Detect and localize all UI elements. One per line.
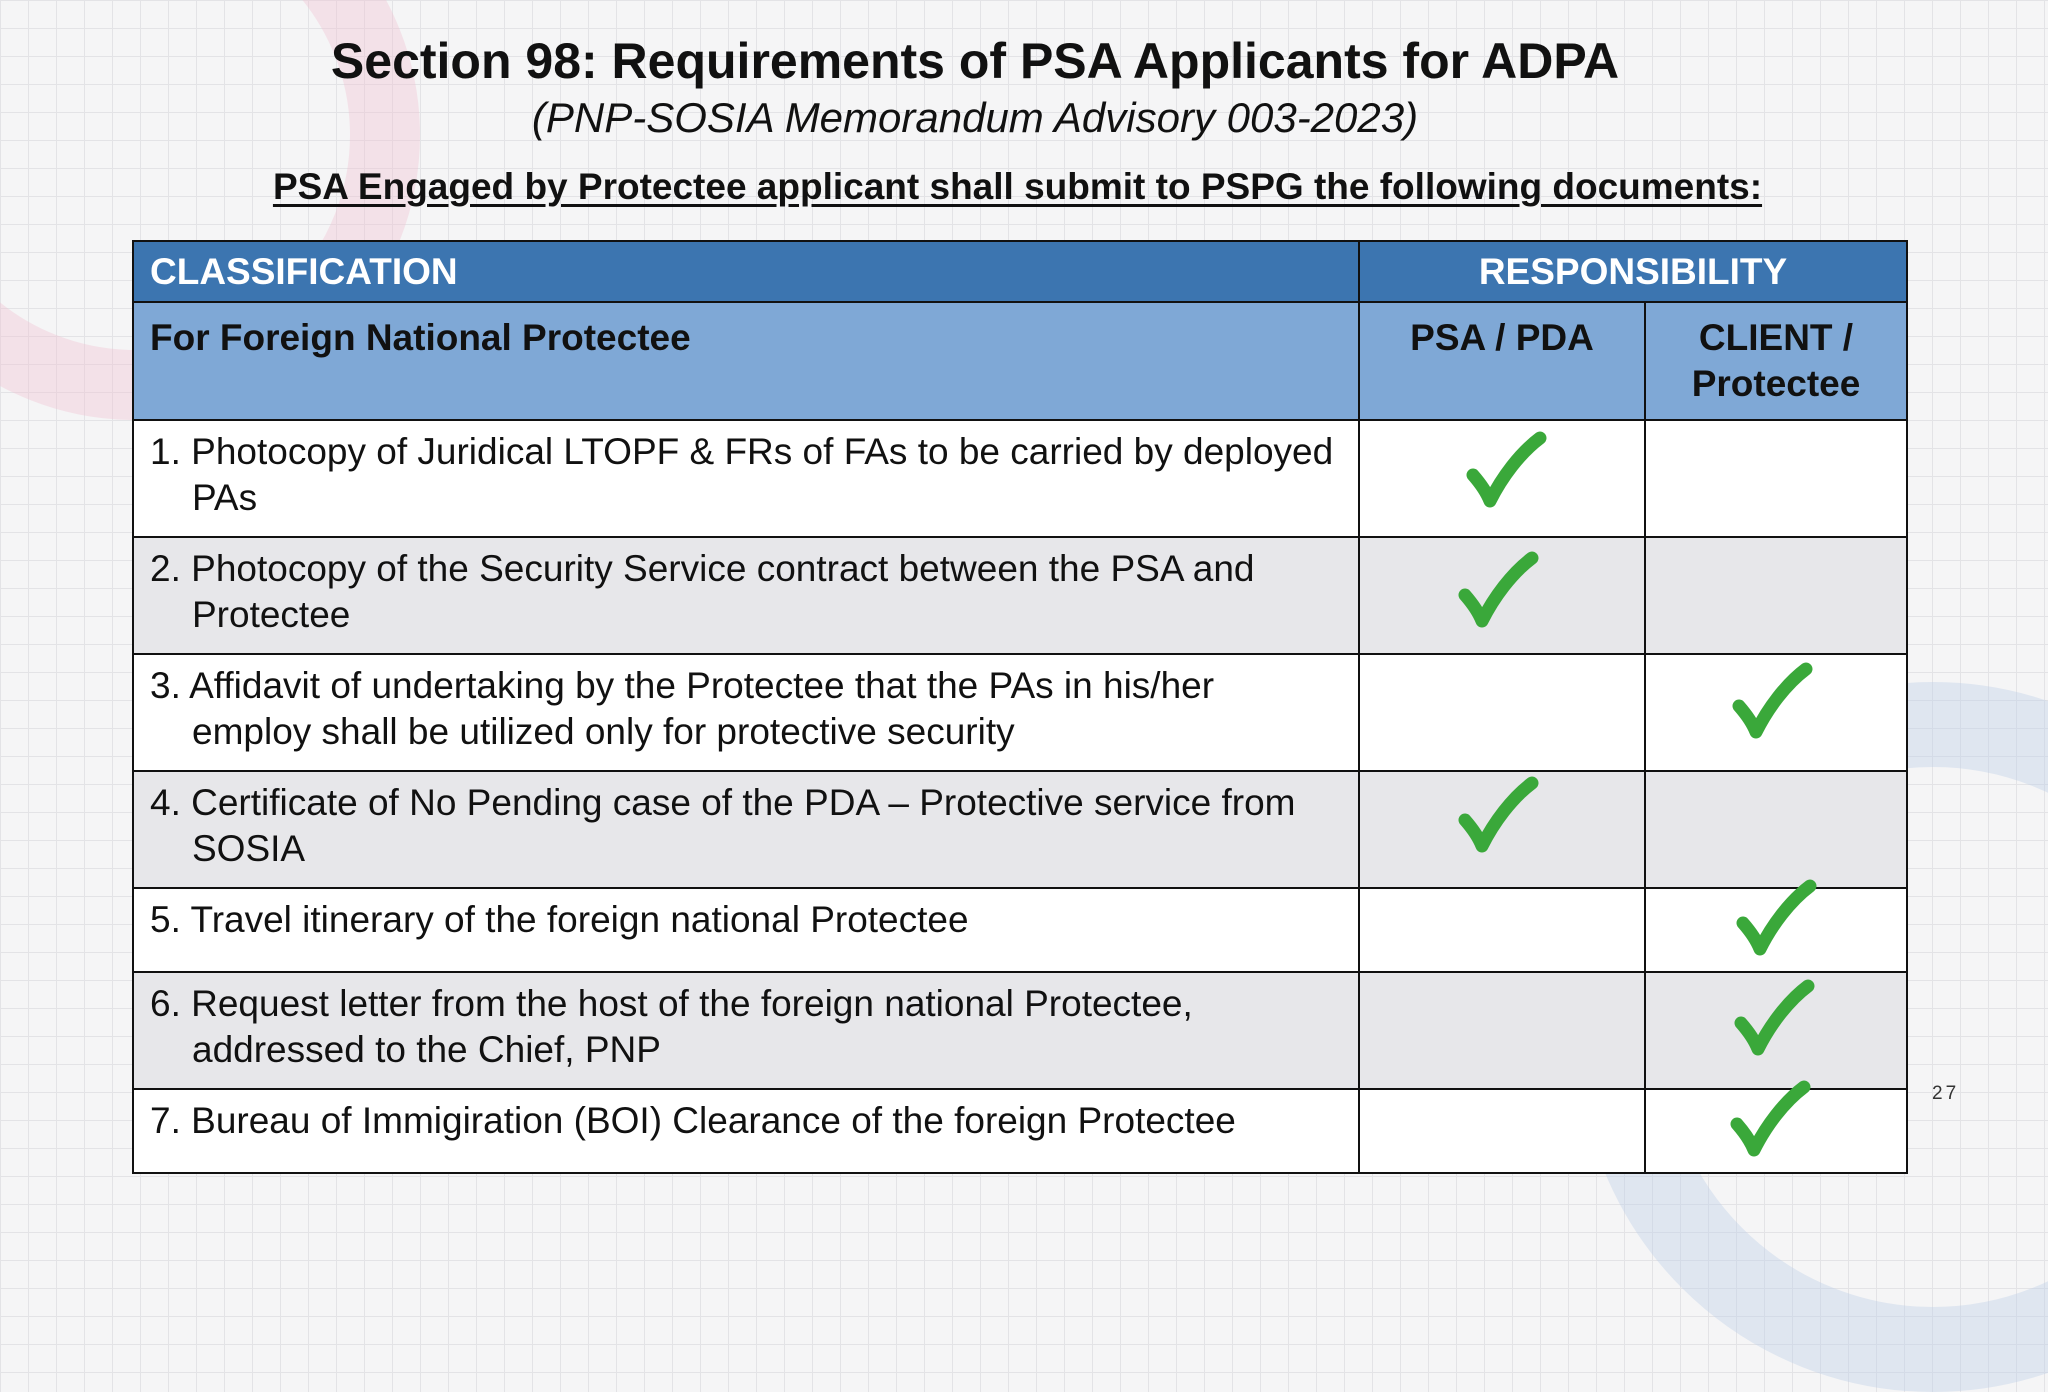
slide-subtitle: (PNP-SOSIA Memorandum Advisory 003-2023) (531, 94, 1419, 141)
client-protectee-cell (1645, 654, 1907, 771)
client-protectee-cell (1645, 888, 1907, 972)
table-row (133, 972, 1907, 1089)
table-row (133, 420, 1907, 537)
requirement-cell (133, 771, 1359, 888)
requirements-table (132, 240, 1908, 1174)
requirement-text: 1. Photocopy of Juridical LTOPF & FRs of FAs to be carried by deployed PAs (150, 431, 1334, 518)
requirement-cell (133, 972, 1359, 1089)
requirements-rows (133, 420, 1907, 1173)
requirement-cell (133, 1089, 1359, 1173)
requirement-text: 5. Travel itinerary of the foreign national Protectee (150, 899, 969, 940)
table-row (133, 771, 1907, 888)
psa-pda-cell (1359, 888, 1645, 972)
psa-pda-cell (1359, 1089, 1645, 1173)
classification-header: CLASSIFICATION (133, 241, 1359, 302)
table-header-row (133, 241, 1907, 302)
requirement-text: 4. Certificate of No Pending case of the PDA – Protective service from SOSIA (150, 782, 1296, 869)
table-row (133, 654, 1907, 771)
table-row (133, 537, 1907, 654)
requirement-text: 7. Bureau of Immigiration (BOI) Clearance of the foreign Protectee (150, 1100, 1236, 1141)
table-row (133, 1089, 1907, 1173)
psa-pda-cell (1359, 654, 1645, 771)
checkmark-icon (1456, 551, 1540, 631)
psa-pda-cell (1359, 537, 1645, 654)
client-protectee-column-header: CLIENT / Protectee (1645, 302, 1907, 420)
psa-pda-column-header: PSA / PDA (1359, 302, 1645, 420)
slide-heading: PSA Engaged by Protectee applicant shall submit to PSPG the following documents: (272, 166, 1763, 207)
checkmark-icon (1456, 776, 1540, 856)
page-number: 27 (1932, 1083, 1960, 1104)
requirement-cell (133, 654, 1359, 771)
client-protectee-cell (1645, 771, 1907, 888)
checkmark-icon (1734, 879, 1818, 959)
psa-pda-cell (1359, 972, 1645, 1089)
requirement-cell (133, 537, 1359, 654)
requirement-cell (133, 420, 1359, 537)
table-row (133, 888, 1907, 972)
checkmark-icon (1732, 979, 1816, 1059)
client-protectee-cell (1645, 537, 1907, 654)
client-protectee-cell (1645, 1089, 1907, 1173)
requirement-text: 3. Affidavit of undertaking by the Protectee that the PAs in his/her employ shall be utilized only for protective security (150, 665, 1215, 752)
checkmark-icon (1728, 1080, 1812, 1160)
client-protectee-cell (1645, 972, 1907, 1089)
requirement-text: 6. Request letter from the host of the foreign national Protectee, addressed to the Chief, PNP (150, 983, 1193, 1070)
slide-title: Section 98: Requirements of PSA Applicants for ADPA (330, 33, 1620, 89)
checkmark-icon (1464, 431, 1548, 511)
requirement-cell (133, 888, 1359, 972)
client-protectee-cell (1645, 420, 1907, 537)
category-header: For Foreign National Protectee (133, 302, 1359, 420)
psa-pda-cell (1359, 420, 1645, 537)
psa-pda-cell (1359, 771, 1645, 888)
responsibility-header: RESPONSIBILITY (1359, 241, 1907, 302)
requirement-text: 2. Photocopy of the Security Service contract between the PSA and Protectee (150, 548, 1255, 635)
checkmark-icon (1730, 662, 1814, 742)
table-subheader-row (133, 302, 1907, 420)
